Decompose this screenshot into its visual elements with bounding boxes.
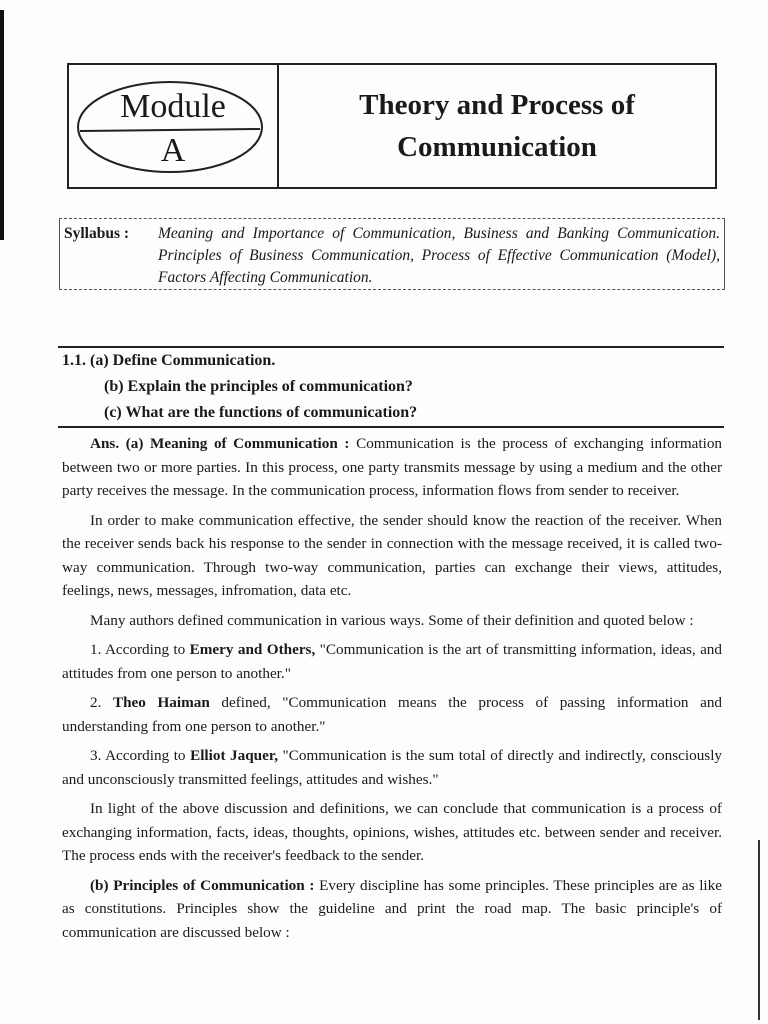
principles-paragraph: [62, 874, 722, 945]
question-rule-top: [58, 346, 724, 348]
definition-1-prefix: 1. According to: [90, 641, 186, 658]
module-badge: [69, 65, 279, 187]
title-line-2: Communication: [397, 131, 597, 163]
question-number: 1.1.: [62, 352, 86, 369]
title-line-1: Theory and Process of: [359, 89, 635, 121]
syllabus-label: Syllabus :: [64, 225, 130, 242]
definition-3-text: "Communication is the sum total of directly and indirectly, consciously and unconsciously transmitted feelings, attitudes and wishes.": [62, 747, 723, 788]
paragraph-conclusion: In light of the above discussion and definitions, we can conclude that communication is a process of exchanging information, facts, ideas, thoughts, opinions, wishes, attitudes etc. between sender and receiver. The process ends with the receiver's feedback to the sender.: [62, 800, 722, 864]
definition-3-author: Elliot Jaquer,: [190, 747, 278, 764]
question-b: (b) Explain the principles of communication?: [104, 378, 413, 395]
page-title: [279, 65, 715, 187]
syllabus-box: [59, 218, 725, 290]
module-header: [67, 63, 717, 189]
paragraph-authors: Many authors defined communication in various ways. Some of their definition and quoted below :: [90, 611, 694, 629]
principles-lead: (b) Principles of Communication :: [90, 876, 315, 894]
module-letter: A: [160, 132, 186, 169]
definition-2: [62, 691, 722, 738]
definition-3-prefix: 3. According to: [90, 747, 186, 764]
module-word: Module: [120, 88, 226, 125]
syllabus-text: Meaning and Importance of Communication, Business and Banking Communication. Principles of Business Communication, Process of Effective Communication (Model), Factors Affecting Communication.: [158, 225, 720, 286]
principles-text: Every discipline has some principles. These principles are as like as constitutions. Principles show the guideline and print the road map. The basic principle's of communication are discussed below :: [62, 876, 722, 941]
question-a-text: (a) Define Communication.: [90, 352, 276, 369]
question-rule-bottom: [58, 426, 724, 428]
definition-1-author: Emery and Others,: [189, 641, 316, 658]
question-a: [62, 349, 275, 373]
definition-2-prefix: 2.: [90, 694, 102, 711]
answer-text: Communication is the process of exchanging information between two or more parties. In this process, one party transmits message by using a medium and the other party receives the message. In the communication process, information flows from sender to receiver.: [62, 435, 723, 499]
definition-2-author: Theo Haiman: [112, 694, 210, 711]
question-c: (c) What are the functions of communication?: [104, 404, 418, 421]
definition-1: [62, 638, 722, 685]
answer-lead: Ans. (a) Meaning of Communication :: [90, 435, 350, 452]
answer-paragraph: [62, 432, 722, 503]
scan-edge-left: [0, 10, 4, 240]
definition-2-text: defined, "Communication means the process of passing information and understanding from one person to another.": [62, 694, 723, 735]
paragraph-two-way: In order to make communication effective, the sender should know the reaction of the receiver. When the receiver sends back his response to the sender in connection with the message received, it is called two-way communication. Through two-way communication, parties can exchange their views, attitudes, feelings, news, messages, infromation, data etc.: [62, 511, 722, 599]
definition-1-text: "Communication is the art of transmitting information, ideas, and attitudes from one person to another.": [62, 641, 722, 682]
scan-edge-right: [758, 840, 760, 1020]
definition-3: [62, 744, 722, 791]
answer-body: [62, 432, 722, 950]
